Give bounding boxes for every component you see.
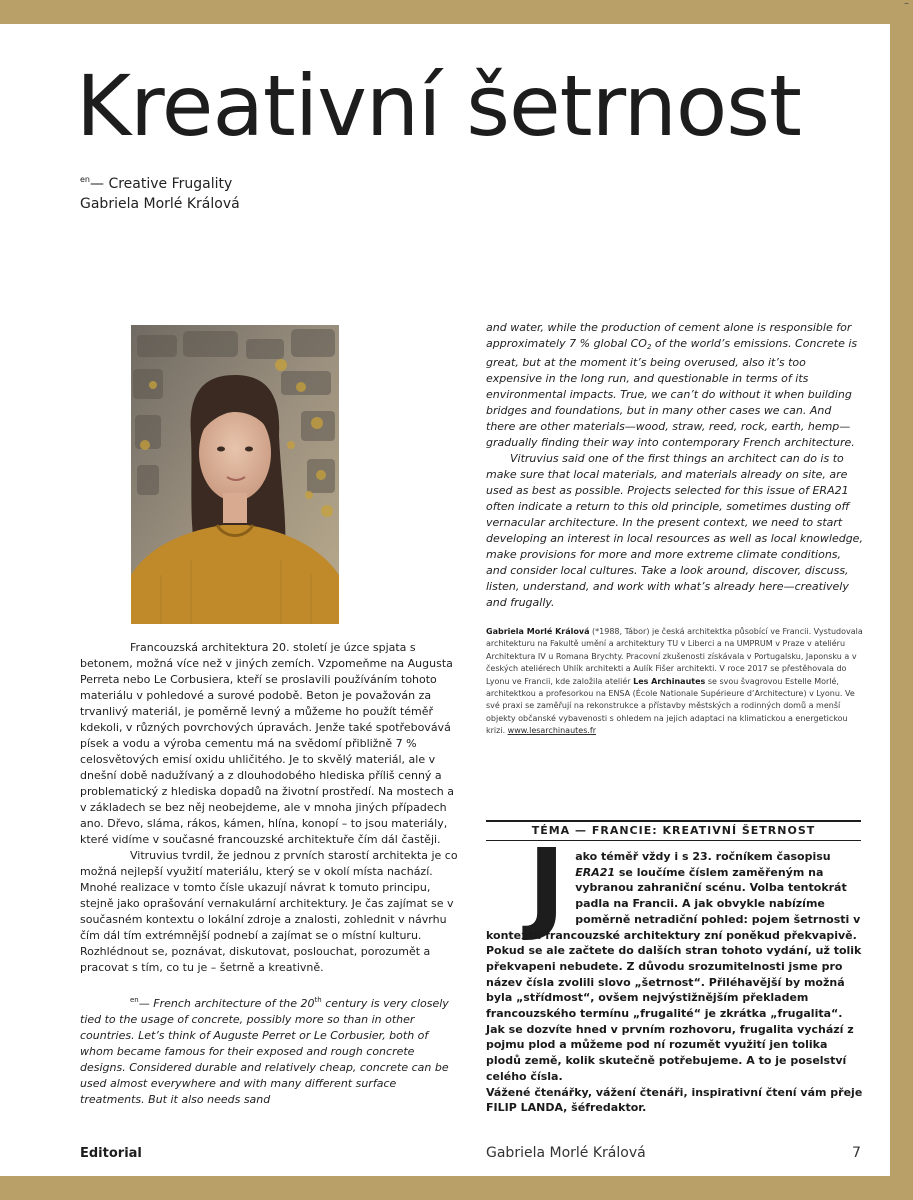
czech-paragraph-2: Vitruvius tvrdil, že jednou z prvních starostí architekta je co možná nejlepší využití materiálu, který se v okolí místa nachází. Mnohé realizace v tomto čísle ukazují návrat k tomuto principu, stejně jako oprašování vernakulární architektury. Je čas zajímat se v současném kontextu o lokální zdroje a znalosti, zohlednit v návrhu čím dál tím extrémnější podnebí a zajímat se o místní kulturu. Rozhlédnout se, poznávat, diskutovat, poslouchat, porozumět a pracovat s tím, co tu je – šetrně a kreativně. [80, 849, 458, 974]
page-number: 7 [852, 1145, 861, 1161]
english-paragraph-2: Vitruvius said one of the first things an architect can do is to make sure that local materials, and materials already on site, are used as best as possible. Projects selected for this issue of ERA21 often indicate a return to this old principle, sometimes dusting off vernacular architecture. In the present context, we need to start developing an interest in local resources as well as local knowledge, make provisions for more and more extreme climate conditions, and consider local cultures. Take a look around, discover, discuss, listen, understand, and work with what’s already here—creatively and frugally. [486, 452, 863, 609]
footer-author: Gabriela Morlé Králová [486, 1145, 646, 1161]
studio-website-link[interactable]: www.lesarchinautes.fr [507, 726, 597, 736]
author-bio: Gabriela Morlé Králová (*1988, Tábor) je česká architektka působící ve Francii. Vystudovala architekturu na Fakultě umění a architektury TU v Liberci a na UMPRUM v Praze v ateliéru Architektura IV u Romana Brychty. Pracovní zkušenosti získávala v Portugalsku, Japonsku a v českých ateliérech Uhlík architekti a Aulík Fišer architekti. V roce 2017 se přestěhovala do Lyonu ve Francii, kde založila ateliér Les Archinautes se svou švagrovou Estelle Morlé, architektkou a profesorkou na ENSA (École Nationale Supérieure d’Architecture) v Lyonu. Ve své praxi se zaměřují na rekonstrukce a přístavby městských a rodinných domů a menší objekty občanské vybavenosti s ohledem na jejich adaptaci na klimatickou a energetickou krizi. www.lesarchinautes.fr [486, 627, 863, 736]
lang-tag: en [80, 175, 90, 184]
editorial-closing: Vážené čtenářky, vážení čtenáři, inspirativní čtení vám přeje FILIP LANDA, šéfredaktor. [486, 1085, 863, 1115]
czech-body-text [80, 640, 460, 1108]
author-name: Gabriela Morlé Králová [80, 196, 240, 212]
corner-mark: – [904, 0, 909, 9]
bio-studio: Les Archinautes [633, 676, 706, 686]
czech-paragraph-1: Francouzská architektura 20. století je úzce spjata s betonem, možná více než v jiných zemích. Vzpomeňme na Augusta Perreta nebo Le Corbusiera, kteří se proslavili používáním tohoto materiálu v pohledové a surové podobě. Beton je považován za trvanlivý materiál, je poměrně levný a můžeme ho použít téměř kdekoli, v různých povrchových úpravách. Jenže také spotřebovává písek a vodu a výroba cementu má na svědomí přibližně 7 % celosvětových emisí oxidu uhličitého. Je to skvělý materiál, ale v dnešní době nadužívaný a z dlouhodobého hlediska příliš cenný a problematický z hlediska dopadů na životní prostředí. Na mostech a v základech se bez něj neobejdeme, ale v mnoha jiných případech ano. Dřevo, sláma, rákos, kámen, hlína, konopí – to jsou materiály, které vidíme v současné francouzské architektuře čím dál častěji. [80, 641, 455, 846]
bio-name: Gabriela Morlé Králová [486, 627, 590, 636]
magazine-page [0, 24, 890, 1176]
editorial-text: ako téměř vždy i s 23. ročníkem časopisu ERA21 se loučíme číslem zaměřeným na vybranou zahraniční scénu. Volba tentokrát padla na Francii. A jak obvykle nabízíme poměrně netradiční pohled: pojem šetrnosti v kontextu francouzské architektury zní poněkud překvapivě. Pokud se ale začtete do dalších stran tohoto vydání, už tolik překvapeni nebudete. Z důvodu srozumitelnosti jsme pro název čísla zvolili slovo „šetrnost“. Přiléhavější by možná byla „střídmost“, ovšem nejvýstižnějším překladem francouzského termínu „frugalité“ je zkrátka „frugalita“. Jak se dozvíte hned v prvním rozhovoru, frugalita vychází z pojmu plod a můžeme pod ní rozumět využití jen tolika plodů země, kolik skutečně potřebujeme. A to je poselství celého čísla. [486, 850, 862, 1083]
english-body-text [486, 320, 864, 611]
portrait-illustration [131, 325, 339, 624]
page-title: Kreativní šetrnost [76, 57, 801, 155]
english-paragraph-1-cont: and water, while the production of cement alone is responsible for approximately 7 % global $CO_2$ of the world’s emissions. Concrete is great, but at the moment it’s being overused, also it’s too expensive in the long run, and questionable in terms of its environmental impacts. True, we can’t do without it when building bridges and foundations, but in many other cases we can. And there are other materials—wood, straw, reed, rock, earth, hemp—gradually finding their way into contemporary French architecture. [486, 321, 858, 449]
subtitle-block [80, 170, 240, 214]
english-paragraph-1-start: $^{en}$— French architecture of the 20th century is very closely tied to the usage of concrete, possibly more so than in other countries. Let’s think of Auguste Perret or Le Corbusier, both of whom became famous for their exposed and rough concrete designs. Considered durable and relatively cheap, concrete can be used almost everywhere and with many different surface treatments. But it also needs sand [80, 996, 449, 1106]
footer-section: Editorial [80, 1146, 142, 1161]
drop-cap: J [528, 827, 566, 944]
english-title: $^{en}$— Creative Frugality [80, 175, 233, 192]
magazine-name: ERA21 [575, 865, 616, 879]
theme-heading: TÉMA — FRANCIE: KREATIVNÍ ŠETRNOST [486, 820, 861, 841]
author-portrait-photo [131, 325, 339, 624]
